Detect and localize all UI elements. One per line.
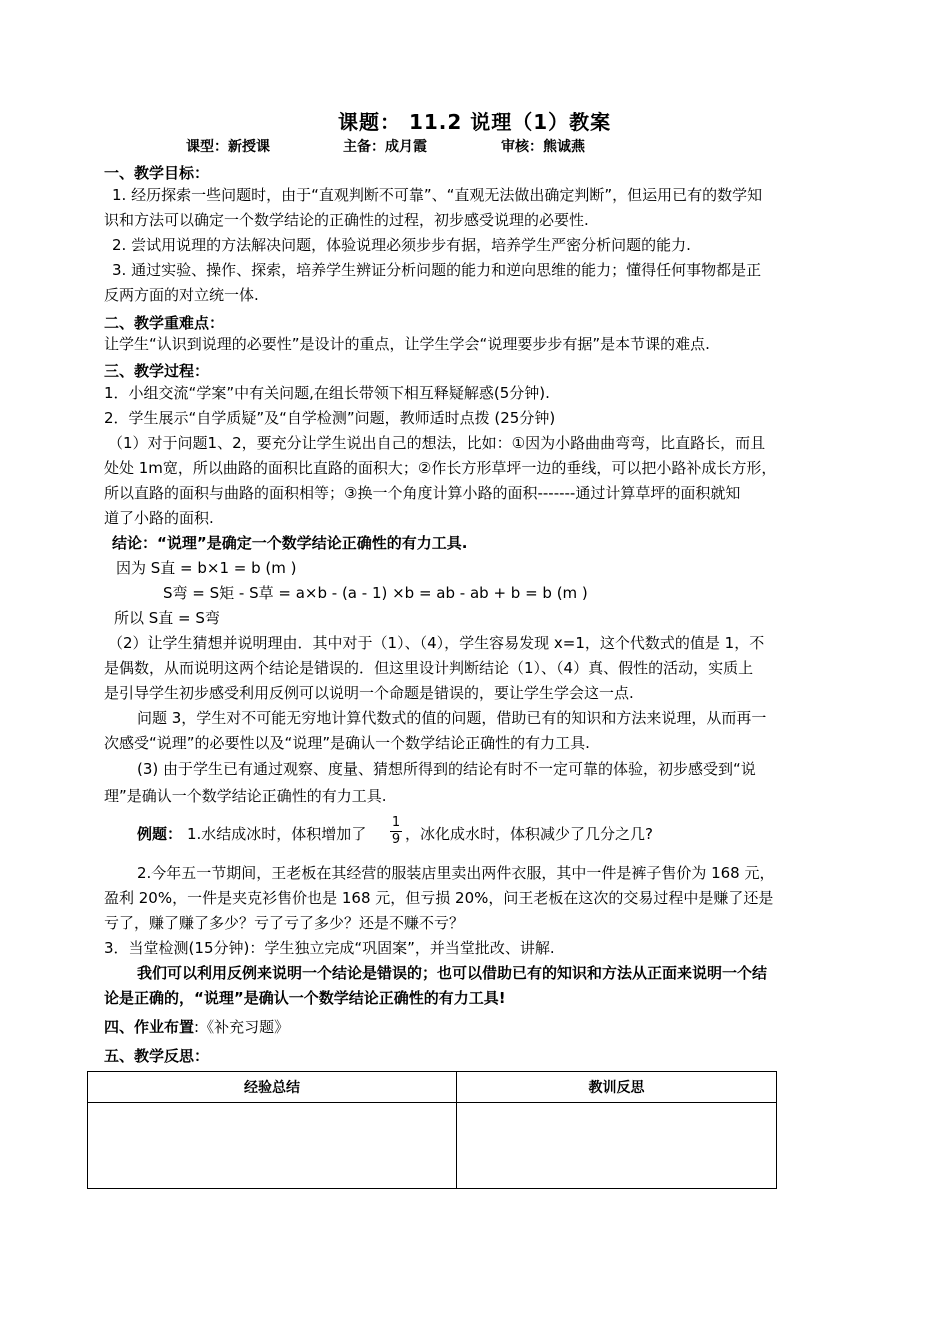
homework-heading-text: 四、作业布置: [104, 1018, 195, 1036]
table-header-lessons: 教训反思: [457, 1072, 777, 1103]
preparer: 主备：成月霞: [343, 139, 427, 155]
equation-2: S弯 = S矩 - S草 = a×b - (a - 1) ×b = ab - ab + b = b (m ): [163, 584, 588, 602]
part-3-line-1: (3) 由于学生已有通过观察、度量、猜想所得到的结论有时不一定可靠的体验，初步感受到“说: [137, 760, 756, 778]
objective-1-line-1: 1. 经历探索一些问题时，由于“直观判断不可靠”、“直观无法做出确定判断”，但运用已有的数学知: [112, 186, 763, 204]
summary-line-1: 我们可以利用反例来说明一个结论是错误的；也可以借助已有的知识和方法从正面来说明一个结: [137, 964, 768, 982]
summary-line-2: 论是正确的，“说理”是确认一个数学结论正确性的有力工具!: [104, 989, 506, 1007]
part-1-line-1: （1）对于问题1、2，要充分让学生说出自己的想法，比如：①因为小路曲曲弯弯，比直路长，而且: [108, 434, 766, 452]
reviewer: 审核：熊诚燕: [501, 139, 585, 155]
process-step-3: 3．当堂检测(15分钟)：学生独立完成“巩固案”，并当堂批改、讲解.: [104, 939, 555, 957]
conclusion: 结论：“说理”是确定一个数学结论正确性的有力工具.: [112, 534, 468, 552]
section-heading-homework: [104, 1016, 289, 1037]
part-2-line-2: 是偶数，从而说明这两个结论是错误的．但这里设计判断结论（1）、（4）真、假性的活动，实质上: [104, 659, 754, 677]
question-3-line-2: 次感受“说理”的必要性以及“说理”是确认一个数学结论正确性的有力工具.: [104, 734, 590, 752]
page-title: 课题： 11.2 说理（1）教案: [338, 110, 612, 134]
part-1-line-2: 处处 1m宽，所以曲路的面积比直路的面积大；②作长方形草坪一边的垂线，可以把小路补成长方形，: [104, 459, 777, 477]
example-2-line-1: 2.今年五一节期间，王老板在其经营的服装店里卖出两件衣服，其中一件是裤子售价为 168 元，: [137, 864, 775, 882]
objective-3-line-2: 反两方面的对立统一体.: [104, 286, 259, 304]
section-heading-objectives: 一、教学目标：: [104, 164, 210, 182]
reflection-table: [87, 1071, 777, 1189]
equation-3: 所以 S直 = S弯: [114, 609, 220, 627]
section-heading-key-points: 二、教学重难点：: [104, 314, 225, 332]
part-1-line-4: 道了小路的面积.: [104, 509, 214, 527]
table-header-experience: 经验总结: [88, 1072, 457, 1103]
example-1-text-a: 1.水结成冰时，体积增加了: [187, 825, 367, 843]
example-label: 例题：: [137, 825, 183, 843]
part-3-line-2: 理”是确认一个数学结论正确性的有力工具.: [104, 787, 387, 805]
process-step-2: 2．学生展示“自学质疑”及“自学检测”问题，教师适时点拨 (25分钟): [104, 409, 556, 427]
objective-2: 2. 尝试用说理的方法解决问题，体验说理必须步步有据，培养学生严密分析问题的能力.: [112, 236, 691, 254]
question-3-line-1: 问题 3，学生对不可能无穷地计算代数式的值的问题，借助已有的知识和方法来说理，从而再一: [137, 709, 767, 727]
objective-1-line-2: 识和方法可以确定一个数学结论的正确性的过程，初步感受说理的必要性.: [104, 211, 589, 229]
fraction-one-ninth: [390, 816, 402, 847]
objective-3-line-1: 3. 通过实验、操作、探索，培养学生辨证分析问题的能力和逆向思维的能力；懂得任何事物都是正: [112, 261, 762, 279]
section-heading-process: 三、教学过程：: [104, 362, 210, 380]
table-cell-lessons[interactable]: [457, 1103, 777, 1189]
fraction-numerator: 1: [391, 815, 401, 830]
lesson-type: 课型：新授课: [186, 139, 270, 155]
part-2-line-3: 是引导学生初步感受利用反例可以说明一个命题是错误的，要让学生学会这一点.: [104, 684, 634, 702]
example-1-text-b: ，冰化成水时，体积减少了几分之几?: [405, 825, 653, 843]
part-2-line-1: （2）让学生猜想并说明理由．其中对于（1）、（4），学生容易发现 x=1，这个代数式的值是 1，不: [108, 634, 765, 652]
table-cell-experience[interactable]: [88, 1103, 457, 1189]
section-heading-reflection: 五、教学反思：: [104, 1047, 210, 1065]
example-2-line-3: 亏了，赚了赚了多少？亏了亏了多少？还是不赚不亏？: [104, 914, 465, 932]
example-2-line-2: 盈利 20%，一件是夹克衫售价也是 168 元，但亏损 20%，问王老板在这次的交易过程中是赚了还是: [104, 889, 774, 907]
key-points-text: 让学生“认识到说理的必要性”是设计的重点，让学生学会“说理要步步有据”是本节课的难点.: [104, 335, 710, 353]
part-1-line-3: 所以直路的面积与曲路的面积相等；③换一个角度计算小路的面积-------通过计算草坪的面积就知: [104, 484, 741, 502]
process-step-1: 1．小组交流“学案”中有关问题,在组长带领下相互释疑解惑(5分钟).: [104, 384, 550, 402]
fraction-denominator: 9: [391, 832, 401, 847]
homework-content: :《补充习题》: [194, 1018, 290, 1036]
equation-1: 因为 S直 = b×1 = b (m ): [116, 559, 297, 577]
